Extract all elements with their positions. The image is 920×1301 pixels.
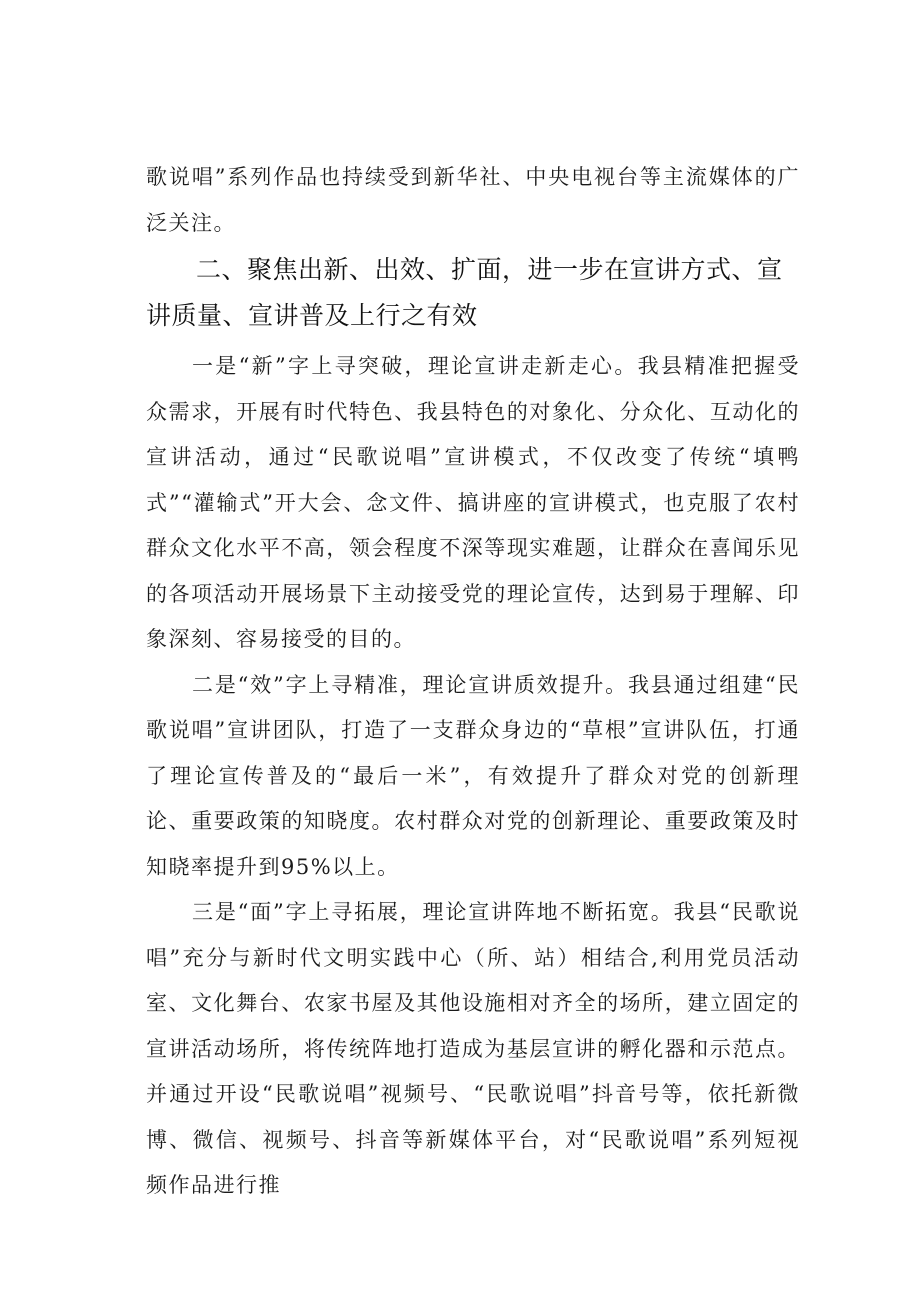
paragraph-new: 一是“新”字上寻突破，理论宣讲走新走心。我县精准把握受众需求，开展有时代特色、我县特色的对象化、分众化、互动化的宣讲活动，通过“民歌说唱”宣讲模式，不仅改变了传统“填鸭式”“灌输式”开大会、念文件、搞讲座的宣讲模式，也克服了农村群众文化水平不高，领会程度不深等现实难题，让群众在喜闻乐见的各项活动开展场景下主动接受党的理论宣传，达到易于理解、印象深刻、容易接受的目的。 xyxy=(146,354,800,651)
section-heading: 二、聚焦出新、出效、扩面，进一步在宣讲方式、宣讲质量、宣讲普及上行之有效 xyxy=(146,255,783,330)
continuation-paragraph: 歌说唱”系列作品也持续受到新华社、中央电视台等主流媒体的广泛关注。 xyxy=(146,165,800,235)
document-body xyxy=(146,155,800,1209)
paragraph-coverage: 三是“面”字上寻拓展，理论宣讲阵地不断拓宽。我县“民歌说唱”充分与新时代文明实践中心（所、站）相结合,利用党员活动室、文化舞台、农家书屋及其他设施相对齐全的场所，建立固定的宣讲活动场所，将传统阵地打造成为基层宣讲的孵化器和示范点。并通过开设“民歌说唱”视频号、“民歌说唱”抖音号等，依托新微博、微信、视频号、抖音等新媒体平台，对“民歌说唱”系列短视频作品进行推 xyxy=(146,900,800,1197)
paragraph-effect: 二是“效”字上寻精准，理论宣讲质效提升。我县通过组建“民歌说唱”宣讲团队，打造了一支群众身边的“草根”宣讲队伍，打通了理论宣传普及的“最后一米”，有效提升了群众对党的创新理论、重要政策的知晓度。农村群众对党的创新理论、重要政策及时知晓率提升到95%以上。 xyxy=(146,672,800,879)
